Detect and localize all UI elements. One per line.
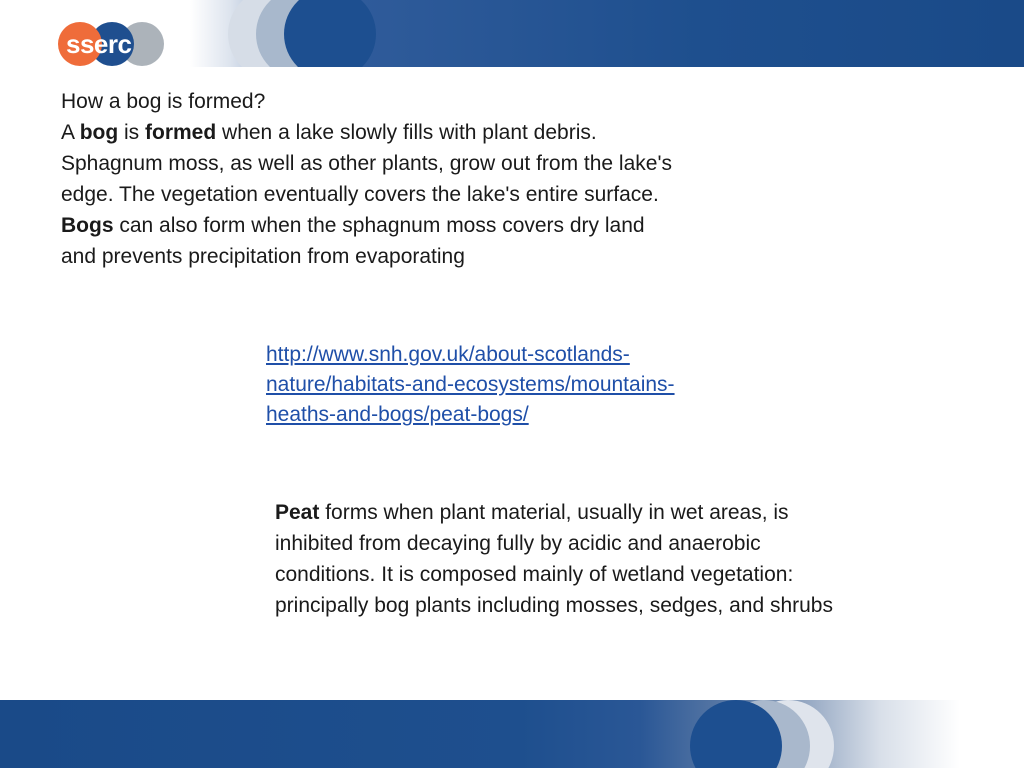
peat-line-3: conditions. It is composed mainly of wetland vegetation: <box>275 563 794 586</box>
peat-line-1: Peat forms when plant material, usually in wet areas, is <box>275 501 789 524</box>
footer-banner <box>0 700 1024 768</box>
peat-definition-text <box>275 497 915 621</box>
intro-heading: How a bog is formed? <box>61 90 266 113</box>
intro-line-2: Sphagnum moss, as well as other plants, grow out from the lake's <box>61 152 672 175</box>
peat-line-4: principally bog plants including mosses, sedges, and shrubs <box>275 594 833 617</box>
logo-text: sserc <box>66 29 132 59</box>
term-formed: formed <box>145 121 217 144</box>
snh-link-line-1[interactable]: http://www.snh.gov.uk/about-scotlands- <box>266 343 630 366</box>
term-bog: bog <box>79 121 119 144</box>
intro-line-4: Bogs can also form when the sphagnum moss covers dry land <box>61 214 645 237</box>
intro-line-3: edge. The vegetation eventually covers the lake's entire surface. <box>61 183 659 206</box>
peat-line-2: inhibited from decaying fully by acidic and anaerobic <box>275 532 761 555</box>
bog-formation-text <box>61 86 761 272</box>
intro-line-1: A bog is formed when a lake slowly fills with plant debris. <box>61 121 597 144</box>
sserc-logo <box>58 22 168 70</box>
intro-line-5: and prevents precipitation from evaporating <box>61 245 465 268</box>
header-decor-circle <box>284 0 376 67</box>
snh-reference-link[interactable] <box>266 340 766 430</box>
snh-link-line-3[interactable]: heaths-and-bogs/peat-bogs/ <box>266 403 529 426</box>
term-peat: Peat <box>275 501 320 524</box>
term-bogs: Bogs <box>61 214 114 237</box>
snh-link-line-2[interactable]: nature/habitats-and-ecosystems/mountains- <box>266 373 675 396</box>
